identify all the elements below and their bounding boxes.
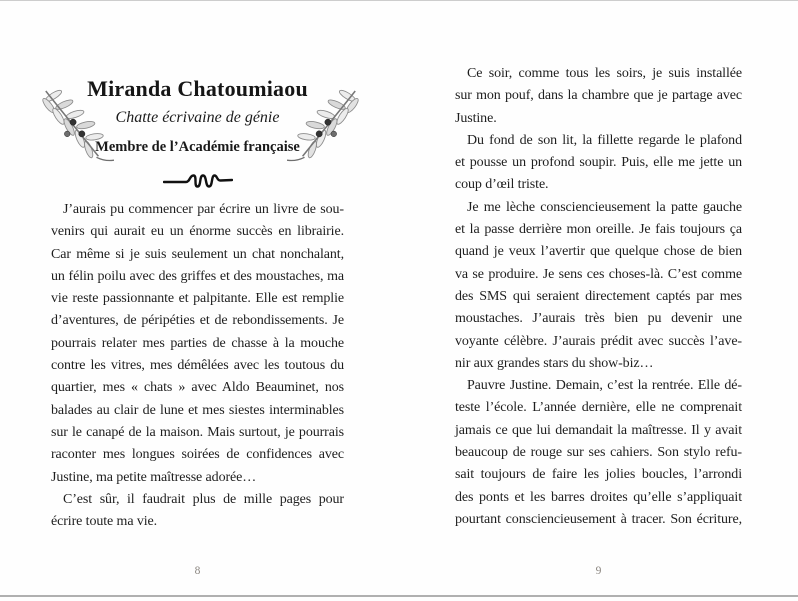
text-line: et pousse un profond soupir. Puis, elle me jette un [455,155,742,171]
text-line: jamais ce que lui demandait la maîtresse. Il y avait [455,422,742,438]
text-line: pourtant consciencieusement à tracer. Son écriture, [455,511,742,527]
text-line: des ponts et les barres droites qu’elle s’appliquait [455,489,742,505]
text-line: vie reste passionnante et palpitante. Elle est remplie [51,291,344,307]
text-line: nir aux grandes stars du show-biz… [455,355,654,371]
text-line: moustaches. J’aurais très bien pu devenir une [455,311,742,327]
chapter-header [51,0,344,200]
text-line: J’aurais pu commencer par écrire un livre de sou- [63,202,344,217]
text-line: des SMS qui seraient directement captés par mes [455,288,742,304]
text-line: et la passe derrière mon oreille. Je fais toujours ça [455,222,742,238]
text-line: sur mon pouf, dans la chambre que je partage avec [455,88,742,104]
text-line: pourrais relater mes parties de chasse à la mouche [51,335,344,351]
text-line: raconter mes longues soirées de confidences avec [51,447,344,463]
calligraphic-knot-divider-icon [163,171,233,191]
text-line: Pauvre Justine. Demain, c’est la rentrée. Elle dé- [467,378,742,394]
left-page-body [51,199,344,533]
text-line: voyante célèbre. J’aurais prédit avec succès l’ave- [455,333,742,349]
text-line: contre les vitres, mes démêlées avec les toutous du [51,358,344,374]
text-line: coup d’œil triste. [455,177,549,193]
text-line: Je me lèche consciencieusement la patte gauche [467,199,742,215]
text-line: Car même si je suis seulement un chat nonchalant, [51,246,344,262]
right-page [455,0,742,601]
author-role: Chatte écrivaine de génie [115,109,280,126]
text-line: beaucoup de rouge sur ses cahiers. Son stylo refu- [455,445,742,461]
text-line: Ce soir, comme tous les soirs, je suis installée [467,66,742,81]
text-line: quand je veux l’avertir que quelque chose de bien [455,244,742,260]
text-line: venirs qui aurait eu un énorme succès en librairie. [51,224,344,240]
author-membership: Membre de l’Académie française [95,139,300,155]
text-line: C’est sûr, il faudrait plus de mille pages pour [63,491,344,507]
text-line: Justine, ma petite maîtresse adorée… [51,469,257,485]
text-line: sait toujours de faire les jolies boucles, l’arrondi [455,467,742,483]
page-number: 8 [194,565,201,577]
text-line: un félin poilu avec des griffes et des moustaches, ma [51,268,344,284]
text-line: Du fond de son lit, la fillette regarde le plafond [467,132,742,148]
text-line: quartier, mes « chats » avec Aldo Beauminet, nos [51,380,344,396]
left-page [51,0,344,601]
right-page-body [455,63,742,531]
bottom-edge-line [0,595,798,597]
page-number: 9 [595,565,602,577]
text-line: va se produire. Je sens ces choses-là. C’est comme [455,266,742,282]
text-line: balades au clair de lune et mes siestes interminables [51,402,344,418]
text-line: écrire toute ma vie. [51,514,158,530]
text-line: Justine. [455,110,497,126]
text-line: d’aventures, de péripéties et de rebondissements. Je [51,313,344,329]
author-name: Miranda Chatoumiaou [87,76,308,101]
text-line: sur le canapé de la maison. Mais surtout, je pourrais [51,424,344,440]
text-line: teste l’école. L’année dernière, elle ne comprenait [455,400,742,416]
